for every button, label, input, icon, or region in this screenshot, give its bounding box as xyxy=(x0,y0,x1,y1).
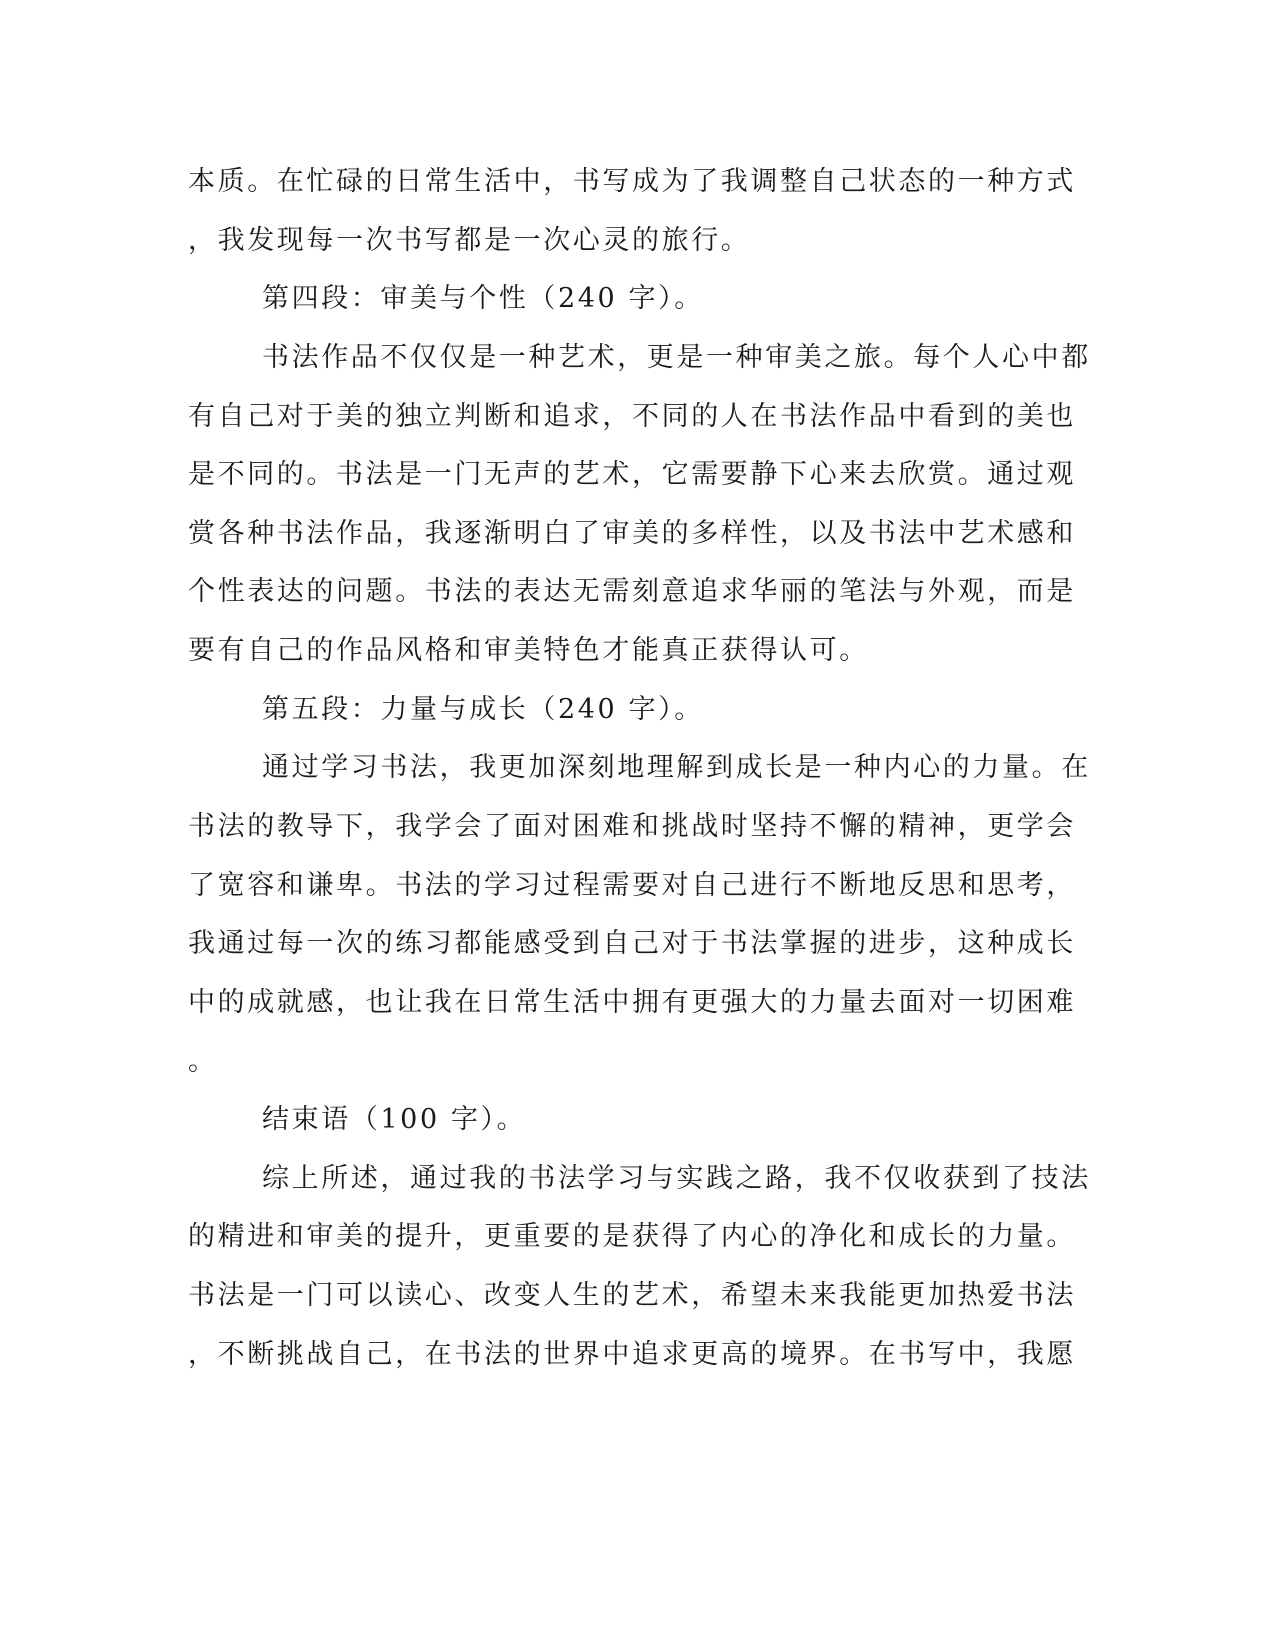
text-line: 本质。在忙碌的日常生活中，书写成为了我调整自己状态的一种方式 xyxy=(188,166,1076,197)
section-heading: 第四段：审美与个性（240 字）。 xyxy=(262,283,704,314)
text-line: 通过学习书法，我更加深刻地理解到成长是一种内心的力量。在 xyxy=(262,752,1091,783)
text-line: 中的成就感，也让我在日常生活中拥有更强大的力量去面对一切困难 xyxy=(188,987,1076,1018)
text-line: 书法的教导下，我学会了面对困难和挑战时坚持不懈的精神，更学会 xyxy=(188,811,1076,842)
text-line: 个性表达的问题。书法的表达无需刻意追求华丽的笔法与外观，而是 xyxy=(188,576,1076,607)
section-heading: 结束语（100 字）。 xyxy=(262,1104,527,1135)
text-line: 赏各种书法作品，我逐渐明白了审美的多样性，以及书法中艺术感和 xyxy=(188,518,1076,549)
text-line: 是不同的。书法是一门无声的艺术，它需要静下心来去欣赏。通过观 xyxy=(188,459,1076,490)
text-line: 的精进和审美的提升，更重要的是获得了内心的净化和成长的力量。 xyxy=(188,1221,1076,1252)
text-line: 书法作品不仅仅是一种艺术，更是一种审美之旅。每个人心中都 xyxy=(262,342,1091,373)
text-line: 要有自己的作品风格和审美特色才能真正获得认可。 xyxy=(188,635,869,666)
text-line: 我通过每一次的练习都能感受到自己对于书法掌握的进步，这种成长 xyxy=(188,928,1076,959)
text-line: ，我发现每一次书写都是一次心灵的旅行。 xyxy=(188,225,751,256)
text-line: 。 xyxy=(188,1046,218,1077)
text-line: 了宽容和谦卑。书法的学习过程需要对自己进行不断地反思和思考， xyxy=(188,870,1076,901)
text-line: 有自己对于美的独立判断和追求，不同的人在书法作品中看到的美也 xyxy=(188,401,1076,432)
text-line: ，不断挑战自己，在书法的世界中追求更高的境界。在书写中，我愿 xyxy=(188,1339,1076,1370)
section-heading: 第五段：力量与成长（240 字）。 xyxy=(262,694,704,725)
text-line: 综上所述，通过我的书法学习与实践之路，我不仅收获到了技法 xyxy=(262,1163,1091,1194)
text-line: 书法是一门可以读心、改变人生的艺术，希望未来我能更加热爱书法 xyxy=(188,1280,1076,1311)
